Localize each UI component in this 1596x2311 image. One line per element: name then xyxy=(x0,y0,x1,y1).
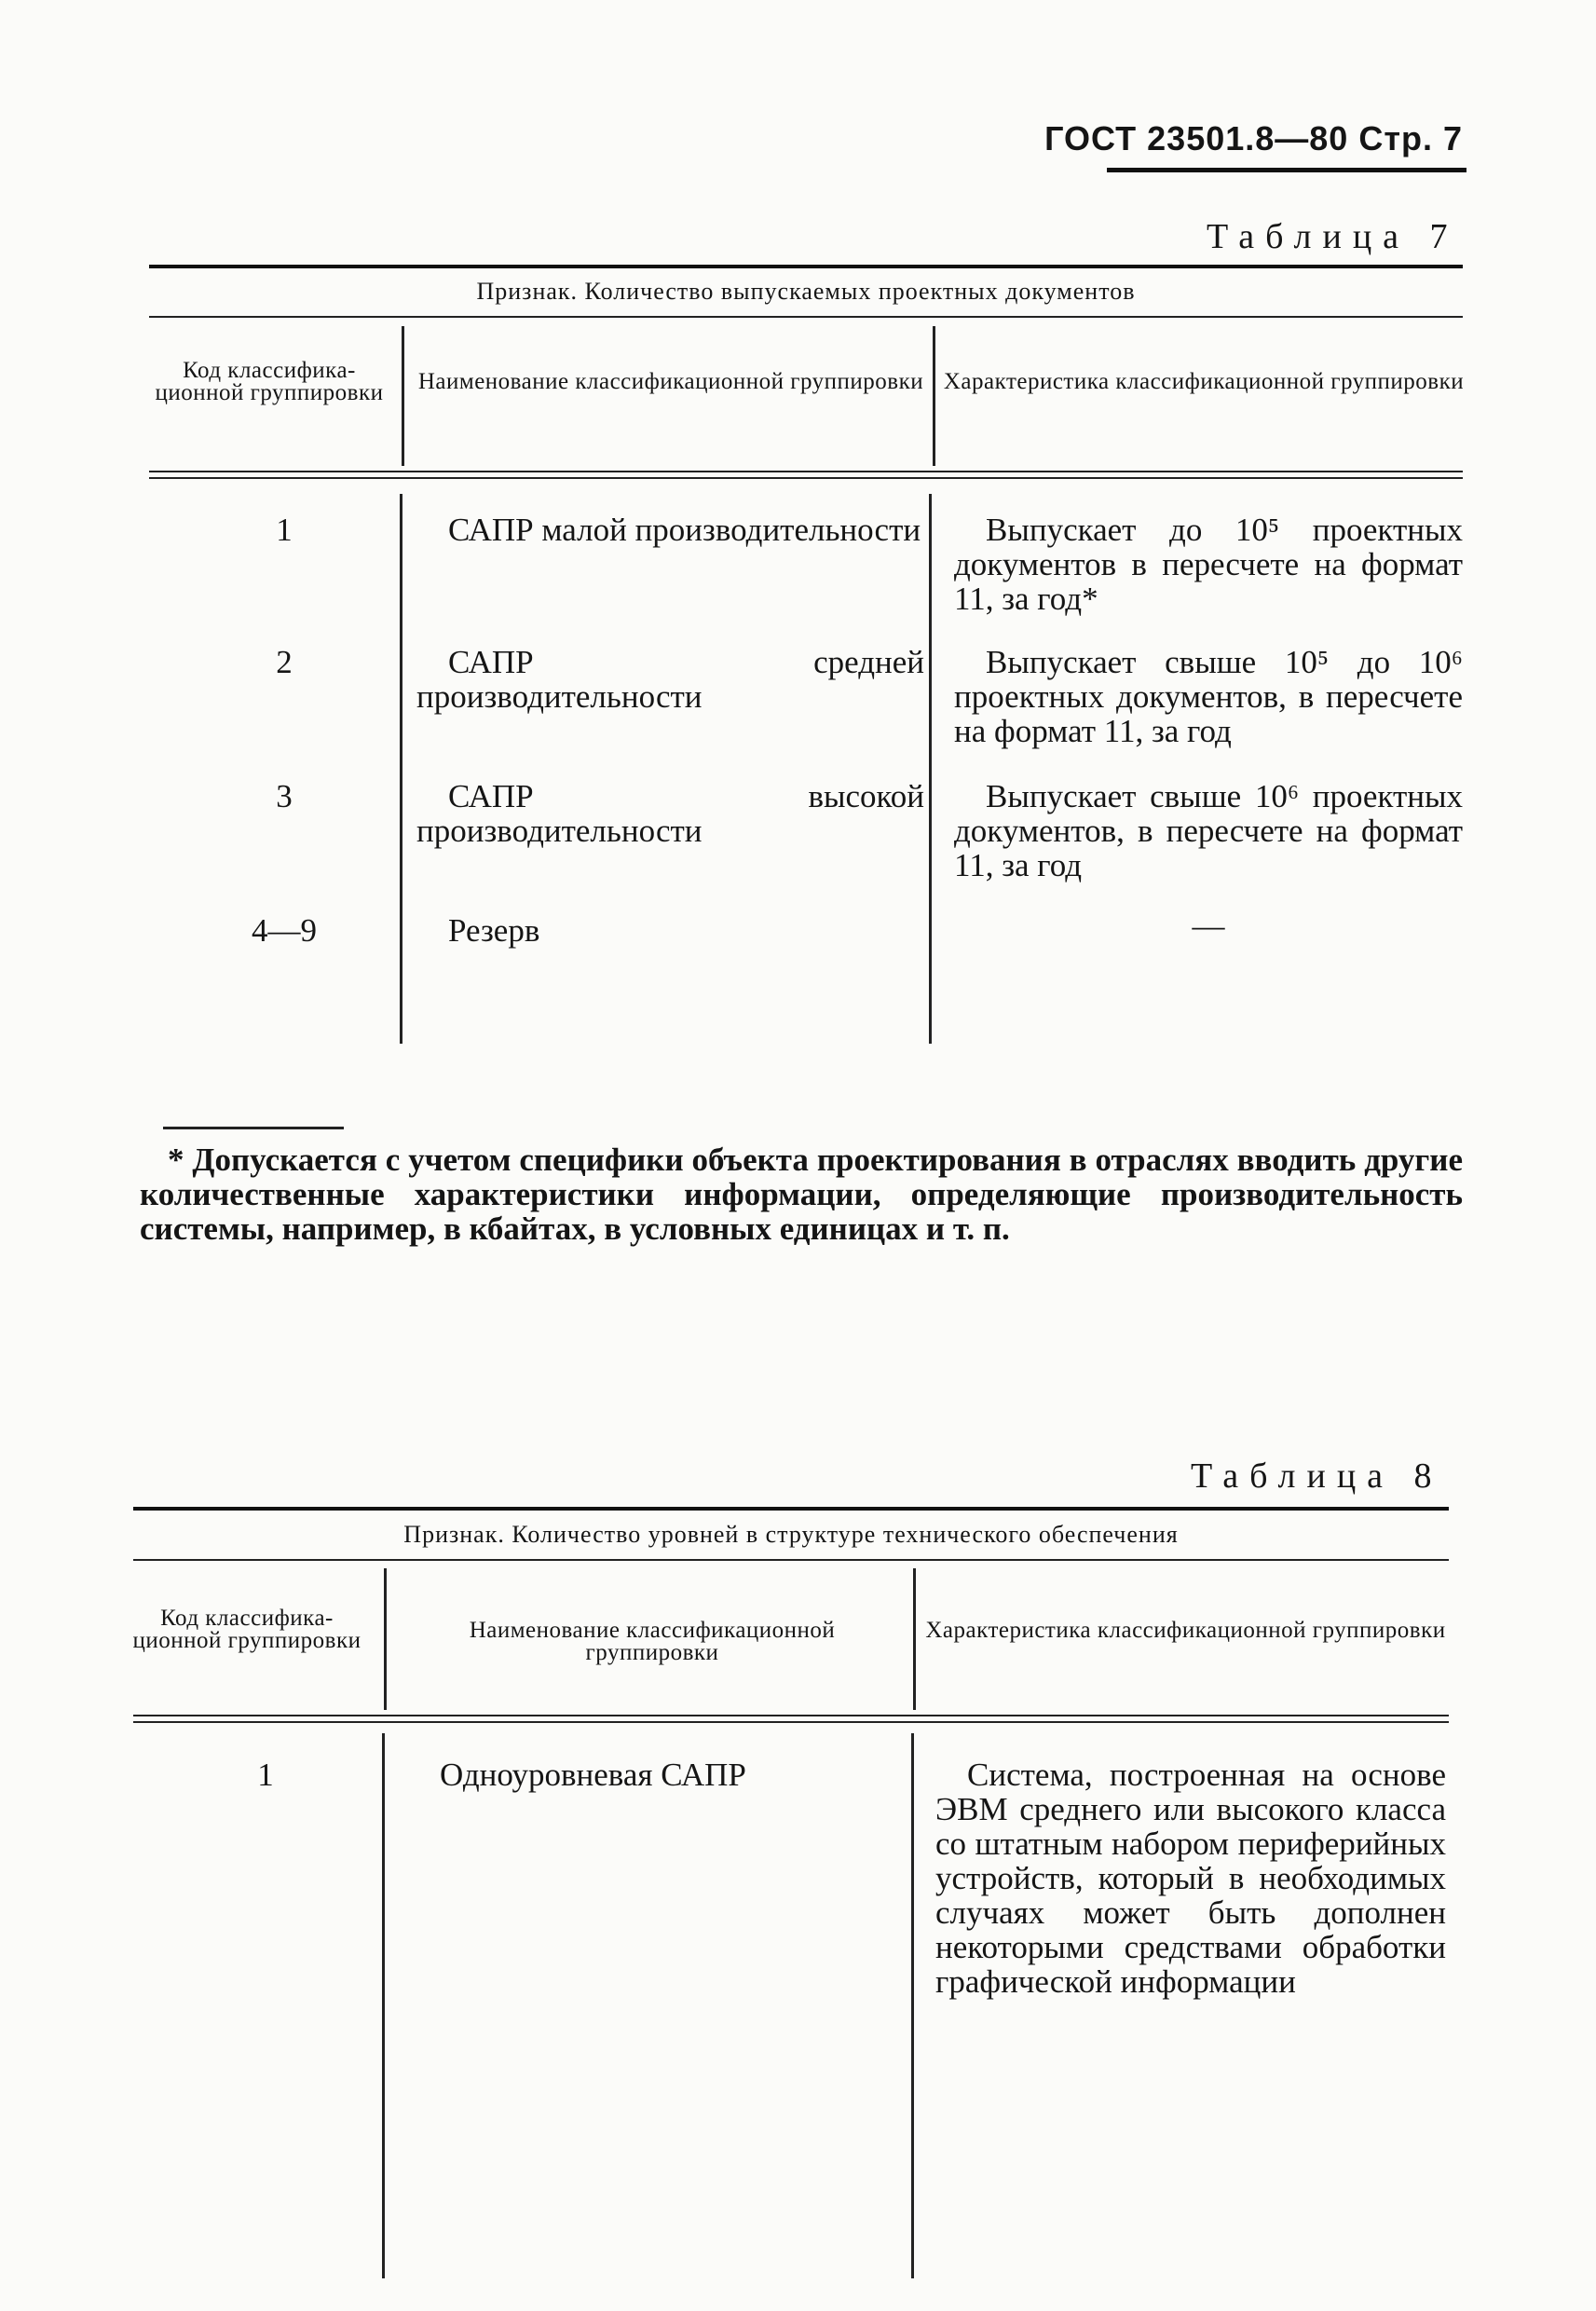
column-header-code: Код классифика-ционной группировки xyxy=(155,358,384,405)
table-rule xyxy=(149,477,1463,479)
table-caption: Таблица 8 xyxy=(1191,1456,1443,1496)
column-divider xyxy=(400,494,402,1044)
column-header-name: Наименование классификационной группировки xyxy=(469,1618,836,1665)
column-divider xyxy=(382,1733,385,2278)
row-name: САПР малой производительности xyxy=(448,512,921,548)
column-divider xyxy=(929,494,932,1044)
table-rule xyxy=(149,471,1463,472)
table-rule xyxy=(133,1559,1449,1561)
column-header-characteristic: Характеристика классификационной группировки xyxy=(943,369,1465,394)
table-caption: Таблица 7 xyxy=(1207,217,1459,256)
page-header xyxy=(1025,119,1463,158)
table-rule xyxy=(133,1715,1449,1716)
column-divider xyxy=(384,1568,387,1710)
row-name: САПР средней производительности xyxy=(416,644,924,715)
row-characteristic: Выпускает свыше 10⁶ проектных документов, в пересчете на формат 11, за год xyxy=(954,778,1463,883)
column-header-code: Код классифика-ционной группировки xyxy=(132,1606,361,1653)
footnote: * Допускается с учетом специфики объекта проектирования в отраслях вводить другие количественные характеристики информации, определяющие производительность системы, например, в кбайтах, в условных единицах и т. п. xyxy=(140,1142,1463,1247)
table-rule xyxy=(149,316,1463,318)
row-code: 3 xyxy=(276,778,293,814)
row-code: 1 xyxy=(257,1757,274,1793)
row-code: 4—9 xyxy=(252,912,317,949)
column-header-characteristic: Характеристика классификационной группировки xyxy=(925,1618,1446,1643)
row-characteristic: Выпускает до 10⁵ проектных документов в пересчете на формат 11, за год* xyxy=(954,512,1463,617)
page-number: Стр. 7 xyxy=(1358,119,1463,157)
table-top-rule xyxy=(149,265,1463,268)
row-name: Одноуровневая САПР xyxy=(440,1757,746,1793)
row-code: 1 xyxy=(276,512,293,548)
table-feature: Признак. Количество уровней в структуре технического обеспечения xyxy=(403,1521,1179,1548)
row-characteristic: Система, построенная на основе ЭВМ среднего или высокого класса со штатным набором периферийных устройств, который в необходимых случаях может быть дополнен некоторыми средствами обработки графической информации xyxy=(935,1757,1446,2000)
table-top-rule xyxy=(133,1507,1449,1511)
column-divider xyxy=(933,326,935,466)
footnote-rule xyxy=(163,1127,344,1129)
row-code: 2 xyxy=(276,644,293,680)
column-divider xyxy=(402,326,404,466)
row-characteristic: — xyxy=(1192,908,1225,944)
table-feature: Признак. Количество выпускаемых проектных документов xyxy=(476,278,1136,305)
table-rule xyxy=(133,1721,1449,1723)
column-header-name: Наименование классификационной группировки xyxy=(417,369,924,394)
row-name: САПР высокой производительности xyxy=(416,778,924,849)
column-divider xyxy=(913,1568,916,1710)
row-characteristic: Выпускает свыше 10⁵ до 10⁶ проектных документов, в пересчете на формат 11, за год xyxy=(954,644,1463,749)
standard-number: ГОСТ 23501.8—80 xyxy=(1044,119,1349,157)
row-name: Резерв xyxy=(448,912,540,949)
header-rule xyxy=(1107,168,1466,172)
column-divider xyxy=(911,1733,914,2278)
